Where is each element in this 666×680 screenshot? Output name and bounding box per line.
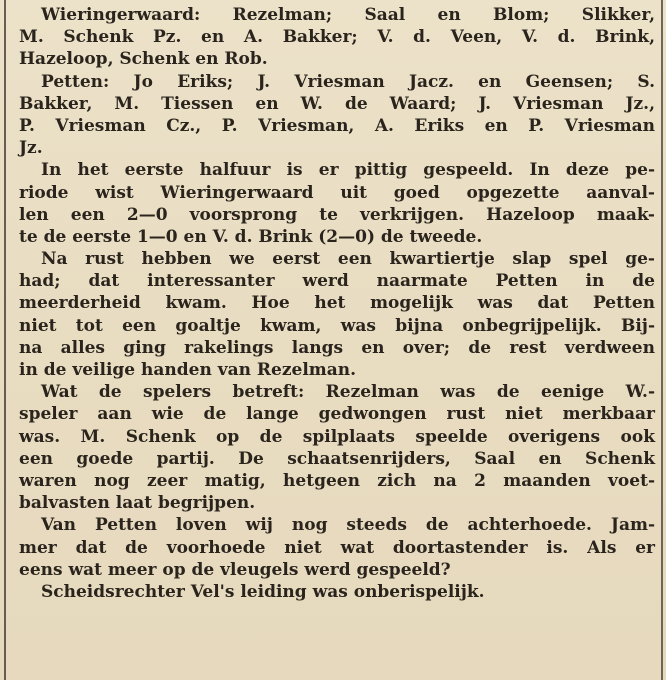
text-line: In het eerste halfuur is er pittig gespeeld. In deze pe-	[41, 160, 655, 181]
text-line: Jz.	[19, 138, 43, 159]
text-line: Hazeloop, Schenk en Rob.	[19, 49, 268, 70]
column-rule-left	[4, 0, 6, 680]
text-line: niet tot een goaltje kwam, was bijna onbegrijpelijk. Bij-	[19, 315, 655, 336]
article-column	[19, 4, 655, 603]
text-line: riode wist Wieringerwaard uit goed opgezette aanval-	[19, 182, 655, 203]
text-line: len een 2—0 voorsprong te verkrijgen. Hazeloop maak-	[19, 204, 655, 225]
text-line: had; dat interessanter werd naarmate Petten in de	[19, 271, 655, 292]
text-line: eens wat meer op de vleugels werd gespeeld?	[19, 559, 451, 580]
text-line: Van Petten loven wij nog steeds de achterhoede. Jam-	[41, 515, 655, 536]
paragraph-petten-defence	[19, 514, 655, 581]
text-line: P. Vriesman Cz., P. Vriesman, A. Eriks en P. Vriesman	[19, 115, 655, 136]
text-line: een goede partij. De schaatsenrijders, Saal en Schenk	[19, 448, 655, 469]
paragraph-second-half	[19, 248, 655, 381]
text-line: M. Schenk Pz. en A. Bakker; V. d. Veen, V. d. Brink,	[19, 27, 655, 48]
paragraph-first-half	[19, 159, 655, 248]
text-line: waren nog zeer matig, hetgeen zich na 2 maanden voet-	[19, 470, 655, 491]
paragraph-lineup-petten	[19, 71, 655, 160]
text-line: na alles ging rakelings langs en over; de rest verdween	[19, 337, 655, 358]
text-line: Scheidsrechter Vel's leiding was onberispelijk.	[41, 581, 485, 602]
text-line: Bakker, M. Tiessen en W. de Waard; J. Vriesman Jz.,	[19, 93, 655, 114]
text-line: in de veilige handen van Rezelman.	[19, 360, 357, 380]
text-line: meerderheid kwam. Hoe het mogelijk was dat Petten	[19, 293, 655, 314]
text-line: Wat de spelers betreft: Rezelman was de eenige W.-	[41, 382, 655, 403]
column-rule-right	[661, 0, 663, 680]
paragraph-referee	[19, 581, 655, 603]
text-line: was. M. Schenk op de spilplaats speelde overigens ook	[19, 426, 655, 447]
text-line: te de eerste 1—0 en V. d. Brink (2—0) de tweede.	[19, 226, 483, 247]
text-line: mer dat de voorhoede niet wat doortastender is. Als er	[19, 537, 655, 558]
text-line: balvasten laat begrijpen.	[19, 493, 256, 514]
paragraph-players	[19, 381, 655, 514]
text-line: Wieringerwaard: Rezelman; Saal en Blom; Slikker,	[41, 5, 655, 25]
text-line: Na rust hebben we eerst een kwartiertje slap spel ge-	[41, 249, 655, 270]
text-line: speler aan wie de lange gedwongen rust niet merkbaar	[19, 404, 655, 425]
paragraph-lineup-wieringerwaard	[19, 4, 655, 71]
text-line: Petten: Jo Eriks; J. Vriesman Jacz. en Geensen; S.	[41, 71, 655, 92]
